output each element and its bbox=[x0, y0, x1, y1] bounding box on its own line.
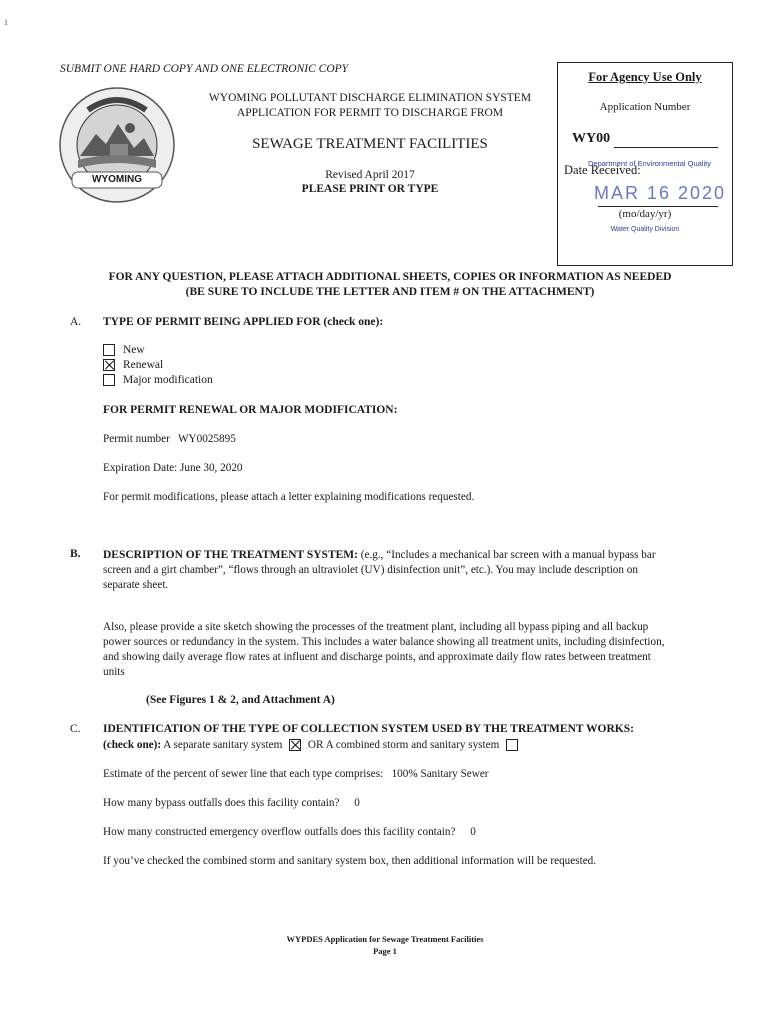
major-modification-label: Major modification bbox=[123, 374, 213, 386]
check-one-label: (check one): bbox=[103, 739, 162, 751]
page-corner-mark: 1 bbox=[4, 18, 8, 27]
new-label: New bbox=[123, 344, 145, 356]
submit-note: SUBMIT ONE HARD COPY AND ONE ELECTRONIC COPY bbox=[60, 63, 349, 75]
overflow-answer: 0 bbox=[470, 826, 476, 838]
separate-sanitary-label: A separate sanitary system bbox=[163, 739, 283, 751]
permit-option-major-modification[interactable] bbox=[103, 373, 213, 388]
combined-system-label: A combined storm and sanitary system bbox=[325, 739, 500, 751]
overflow-outfalls bbox=[103, 825, 476, 840]
application-number-label: Application Number bbox=[599, 101, 691, 113]
revised-date: Revised April 2017 bbox=[325, 169, 415, 181]
section-a-heading: TYPE OF PERMIT BEING APPLIED FOR (check one): bbox=[103, 316, 384, 328]
system-line-2: APPLICATION FOR PERMIT TO DISCHARGE FROM bbox=[236, 107, 504, 119]
print-note: PLEASE PRINT OR TYPE bbox=[301, 183, 439, 195]
permit-option-new[interactable] bbox=[103, 343, 145, 358]
collection-system-options bbox=[103, 738, 522, 753]
sewer-estimate: Estimate of the percent of sewer line that each type comprises: 100% Sanitary Sewer bbox=[103, 768, 489, 780]
separate-sanitary-checkbox[interactable] bbox=[289, 739, 301, 751]
permit-option-renewal[interactable] bbox=[103, 358, 163, 373]
bypass-question: How many bypass outfalls does this facility contain? bbox=[103, 797, 340, 809]
application-number-line bbox=[614, 147, 718, 148]
section-b-para2-line-3: and showing daily average flow rates at influent and discharge points, and approximate daily flow rates between treatment bbox=[103, 651, 651, 663]
modifications-note: For permit modifications, please attach a letter explaining modifications requested. bbox=[103, 491, 475, 503]
new-checkbox[interactable] bbox=[103, 344, 115, 356]
renewal-label: Renewal bbox=[123, 359, 164, 371]
section-b-line-3: separate sheet. bbox=[103, 579, 169, 591]
notice-line-2: (BE SURE TO INCLUDE THE LETTER AND ITEM # ON THE ATTACHMENT) bbox=[185, 286, 595, 298]
agency-use-box bbox=[557, 62, 733, 266]
page-number: Page 1 bbox=[373, 946, 397, 956]
or-text: OR bbox=[307, 739, 324, 751]
bypass-outfalls bbox=[103, 796, 360, 811]
seal-text: WYOMING bbox=[92, 174, 142, 185]
section-c-heading: IDENTIFICATION OF THE TYPE OF COLLECTION SYSTEM USED BY THE TREATMENT WORKS: bbox=[103, 723, 634, 735]
section-a-letter: A. bbox=[70, 316, 82, 328]
date-line bbox=[598, 206, 718, 207]
date-received-label: Date Received: bbox=[564, 163, 641, 177]
agency-title: For Agency Use Only bbox=[588, 70, 702, 84]
overflow-question: How many constructed emergency overflow outfalls does this facility contain? bbox=[103, 826, 456, 838]
combined-system-checkbox[interactable] bbox=[506, 739, 518, 751]
notice-line-1: FOR ANY QUESTION, PLEASE ATTACH ADDITIONAL SHEETS, COPIES OR INFORMATION AS NEEDED bbox=[108, 271, 672, 283]
renewal-checkbox[interactable] bbox=[103, 359, 115, 371]
system-line-1: WYOMING POLLUTANT DISCHARGE ELIMINATION SYSTEM bbox=[208, 92, 532, 104]
section-b-letter: B. bbox=[70, 548, 81, 560]
stamp-department: Department of Environmental Quality bbox=[588, 159, 711, 168]
bypass-answer: 0 bbox=[354, 797, 360, 809]
see-figures: (See Figures 1 & 2, and Attachment A) bbox=[146, 694, 335, 706]
renewal-heading: FOR PERMIT RENEWAL OR MAJOR MODIFICATION: bbox=[103, 404, 398, 416]
combined-system-note: If you’ve checked the combined storm and sanitary system box, then additional information will be requested. bbox=[103, 855, 597, 867]
section-b-para2-line-1: Also, please provide a site sketch showing the processes of the treatment plant, including all bypass piping and all backup bbox=[103, 621, 649, 633]
footer-title: WYPDES Application for Sewage Treatment Facilities bbox=[286, 934, 484, 944]
section-b-heading-rest: (e.g., “Includes a mechanical bar screen with a manual bypass bar bbox=[357, 549, 656, 561]
section-b-heading: DESCRIPTION OF THE TREATMENT SYSTEM: bbox=[103, 549, 358, 561]
stamp-date: MAR 16 2020 bbox=[594, 183, 727, 203]
section-c-letter: C. bbox=[70, 723, 81, 735]
page-title: SEWAGE TREATMENT FACILITIES bbox=[252, 136, 488, 152]
major-modification-checkbox[interactable] bbox=[103, 374, 115, 386]
date-format: (mo/day/yr) bbox=[618, 208, 672, 220]
permit-number: Permit number WY0025895 bbox=[103, 433, 236, 445]
expiration-date: Expiration Date: June 30, 2020 bbox=[103, 462, 243, 474]
section-b-para2-line-4: units bbox=[103, 666, 125, 678]
section-b-para2-line-2: power sources or redundancy in the system. This includes a water balance showing all treatment units, including disinfection, bbox=[103, 636, 665, 648]
section-b-line-2: screen and a girt chamber”, “flows through an ultraviolet (UV) disinfection unit”, etc.). You may include description on bbox=[103, 564, 638, 576]
wy-prefix: WY00 bbox=[572, 131, 611, 146]
wyoming-deq-seal bbox=[58, 86, 176, 204]
stamp-division: Water Quality Division bbox=[610, 226, 680, 233]
